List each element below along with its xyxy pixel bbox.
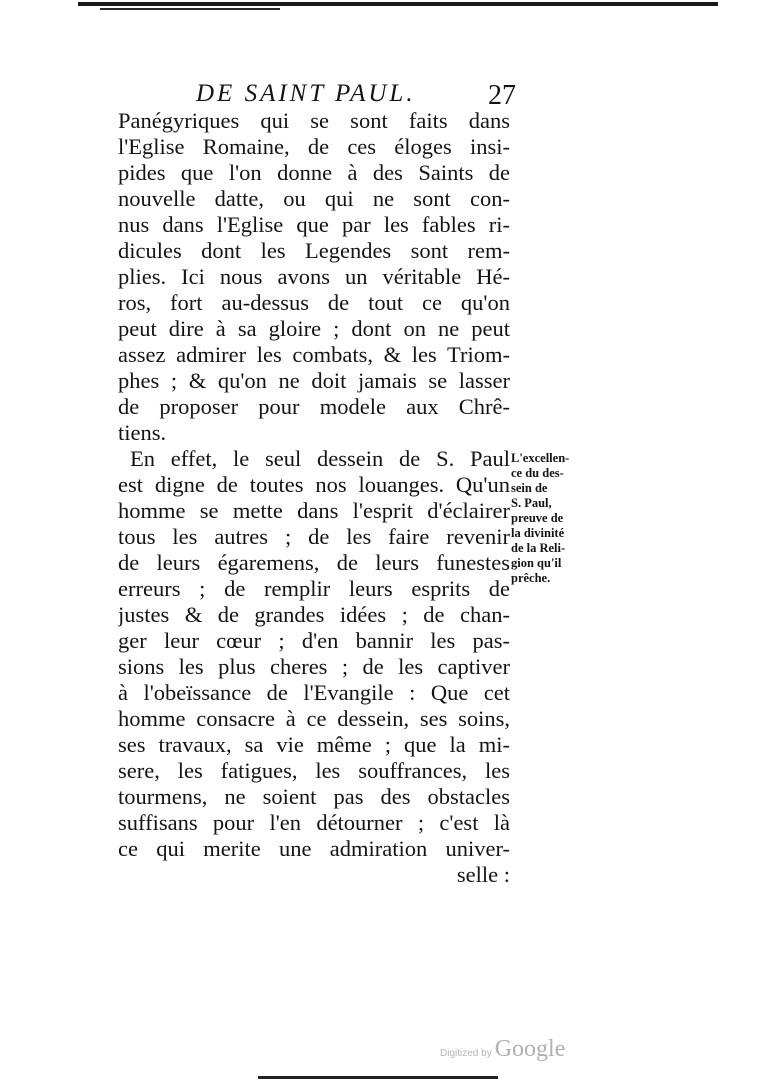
text-line: sere, les fatigues, les souffrances, les [118, 758, 510, 783]
text-line: de leurs égaremens, de leurs funestes [118, 550, 510, 575]
top-edge-rule [78, 2, 718, 6]
text-line: homme consacre à ce dessein, ses soins, [118, 706, 510, 731]
text-line: phes ; & qu'on ne doit jamais se lasser [118, 368, 510, 393]
text-line: ger leur cœur ; d'en bannir les pas- [118, 628, 510, 653]
text-line: l'Eglise Romaine, de ces éloges insi- [118, 134, 510, 159]
text-line: tous les autres ; de les faire revenir [118, 524, 510, 549]
text-line: ce qui merite une admiration univer- [118, 836, 510, 861]
margin-note-line: gion qu'il [511, 556, 562, 570]
margin-note [511, 451, 593, 586]
text-line: tiens. [118, 420, 167, 445]
text-line: erreurs ; de remplir leurs esprits de [118, 576, 510, 601]
text-line: dicules dont les Legendes sont rem- [118, 238, 510, 263]
top-edge-rule-secondary [100, 8, 280, 10]
text-line: homme se mette dans l'esprit d'éclairer [118, 498, 510, 523]
margin-note-line: L'excellen- [511, 451, 570, 465]
text-line: pides que l'on donne à des Saints de [118, 160, 510, 185]
margin-note-line: la divinité [511, 526, 565, 540]
text-line: peut dire à sa gloire ; dont on ne peut [118, 316, 510, 341]
text-line: nouvelle datte, ou qui ne sont con- [118, 186, 510, 211]
digitized-by-label: Digitized by [440, 1048, 492, 1059]
page-number: 27 [488, 80, 516, 111]
text-line: tourmens, ne soient pas des obstacles [118, 784, 510, 809]
text-line: plies. Ici nous avons un véritable Hé- [118, 264, 510, 289]
text-line: justes & de grandes idées ; de chan- [118, 602, 510, 627]
catchword: selle : [456, 862, 510, 887]
google-logo: Google [494, 1036, 566, 1062]
text-line: ses travaux, sa vie même ; que la mi- [118, 732, 510, 757]
text-line: assez admirer les combats, & les Triom- [118, 342, 510, 367]
bottom-edge-rule [258, 1076, 498, 1079]
digitization-footer [440, 1036, 565, 1063]
margin-note-line: de la Reli- [511, 541, 566, 555]
text-line: ros, fort au-dessus de tout ce qu'on [118, 290, 510, 315]
text-line: à l'obeïssance de l'Evangile : Que cet [118, 680, 510, 705]
text-line: nus dans l'Eglise que par les fables ri- [118, 212, 510, 237]
margin-note-line: prêche. [511, 571, 551, 585]
text-line: est digne de toutes nos louanges. Qu'un [118, 472, 510, 497]
text-line: Panégyriques qui se sont faits dans [118, 108, 510, 133]
body-text [118, 108, 510, 888]
text-line: En effet, le seul dessein de S. Paul [130, 446, 510, 471]
margin-note-line: preuve de [511, 511, 564, 525]
margin-note-line: ce du des- [511, 466, 564, 480]
text-line: sions les plus cheres ; de les captiver [118, 654, 510, 679]
running-head: DE SAINT PAUL. [196, 80, 416, 107]
margin-note-line: S. Paul, [511, 496, 552, 510]
text-line: de proposer pour modele aux Chrê- [118, 394, 510, 419]
margin-note-line: sein de [511, 481, 548, 495]
text-line: suffisans pour l'en détourner ; c'est là [118, 810, 510, 835]
